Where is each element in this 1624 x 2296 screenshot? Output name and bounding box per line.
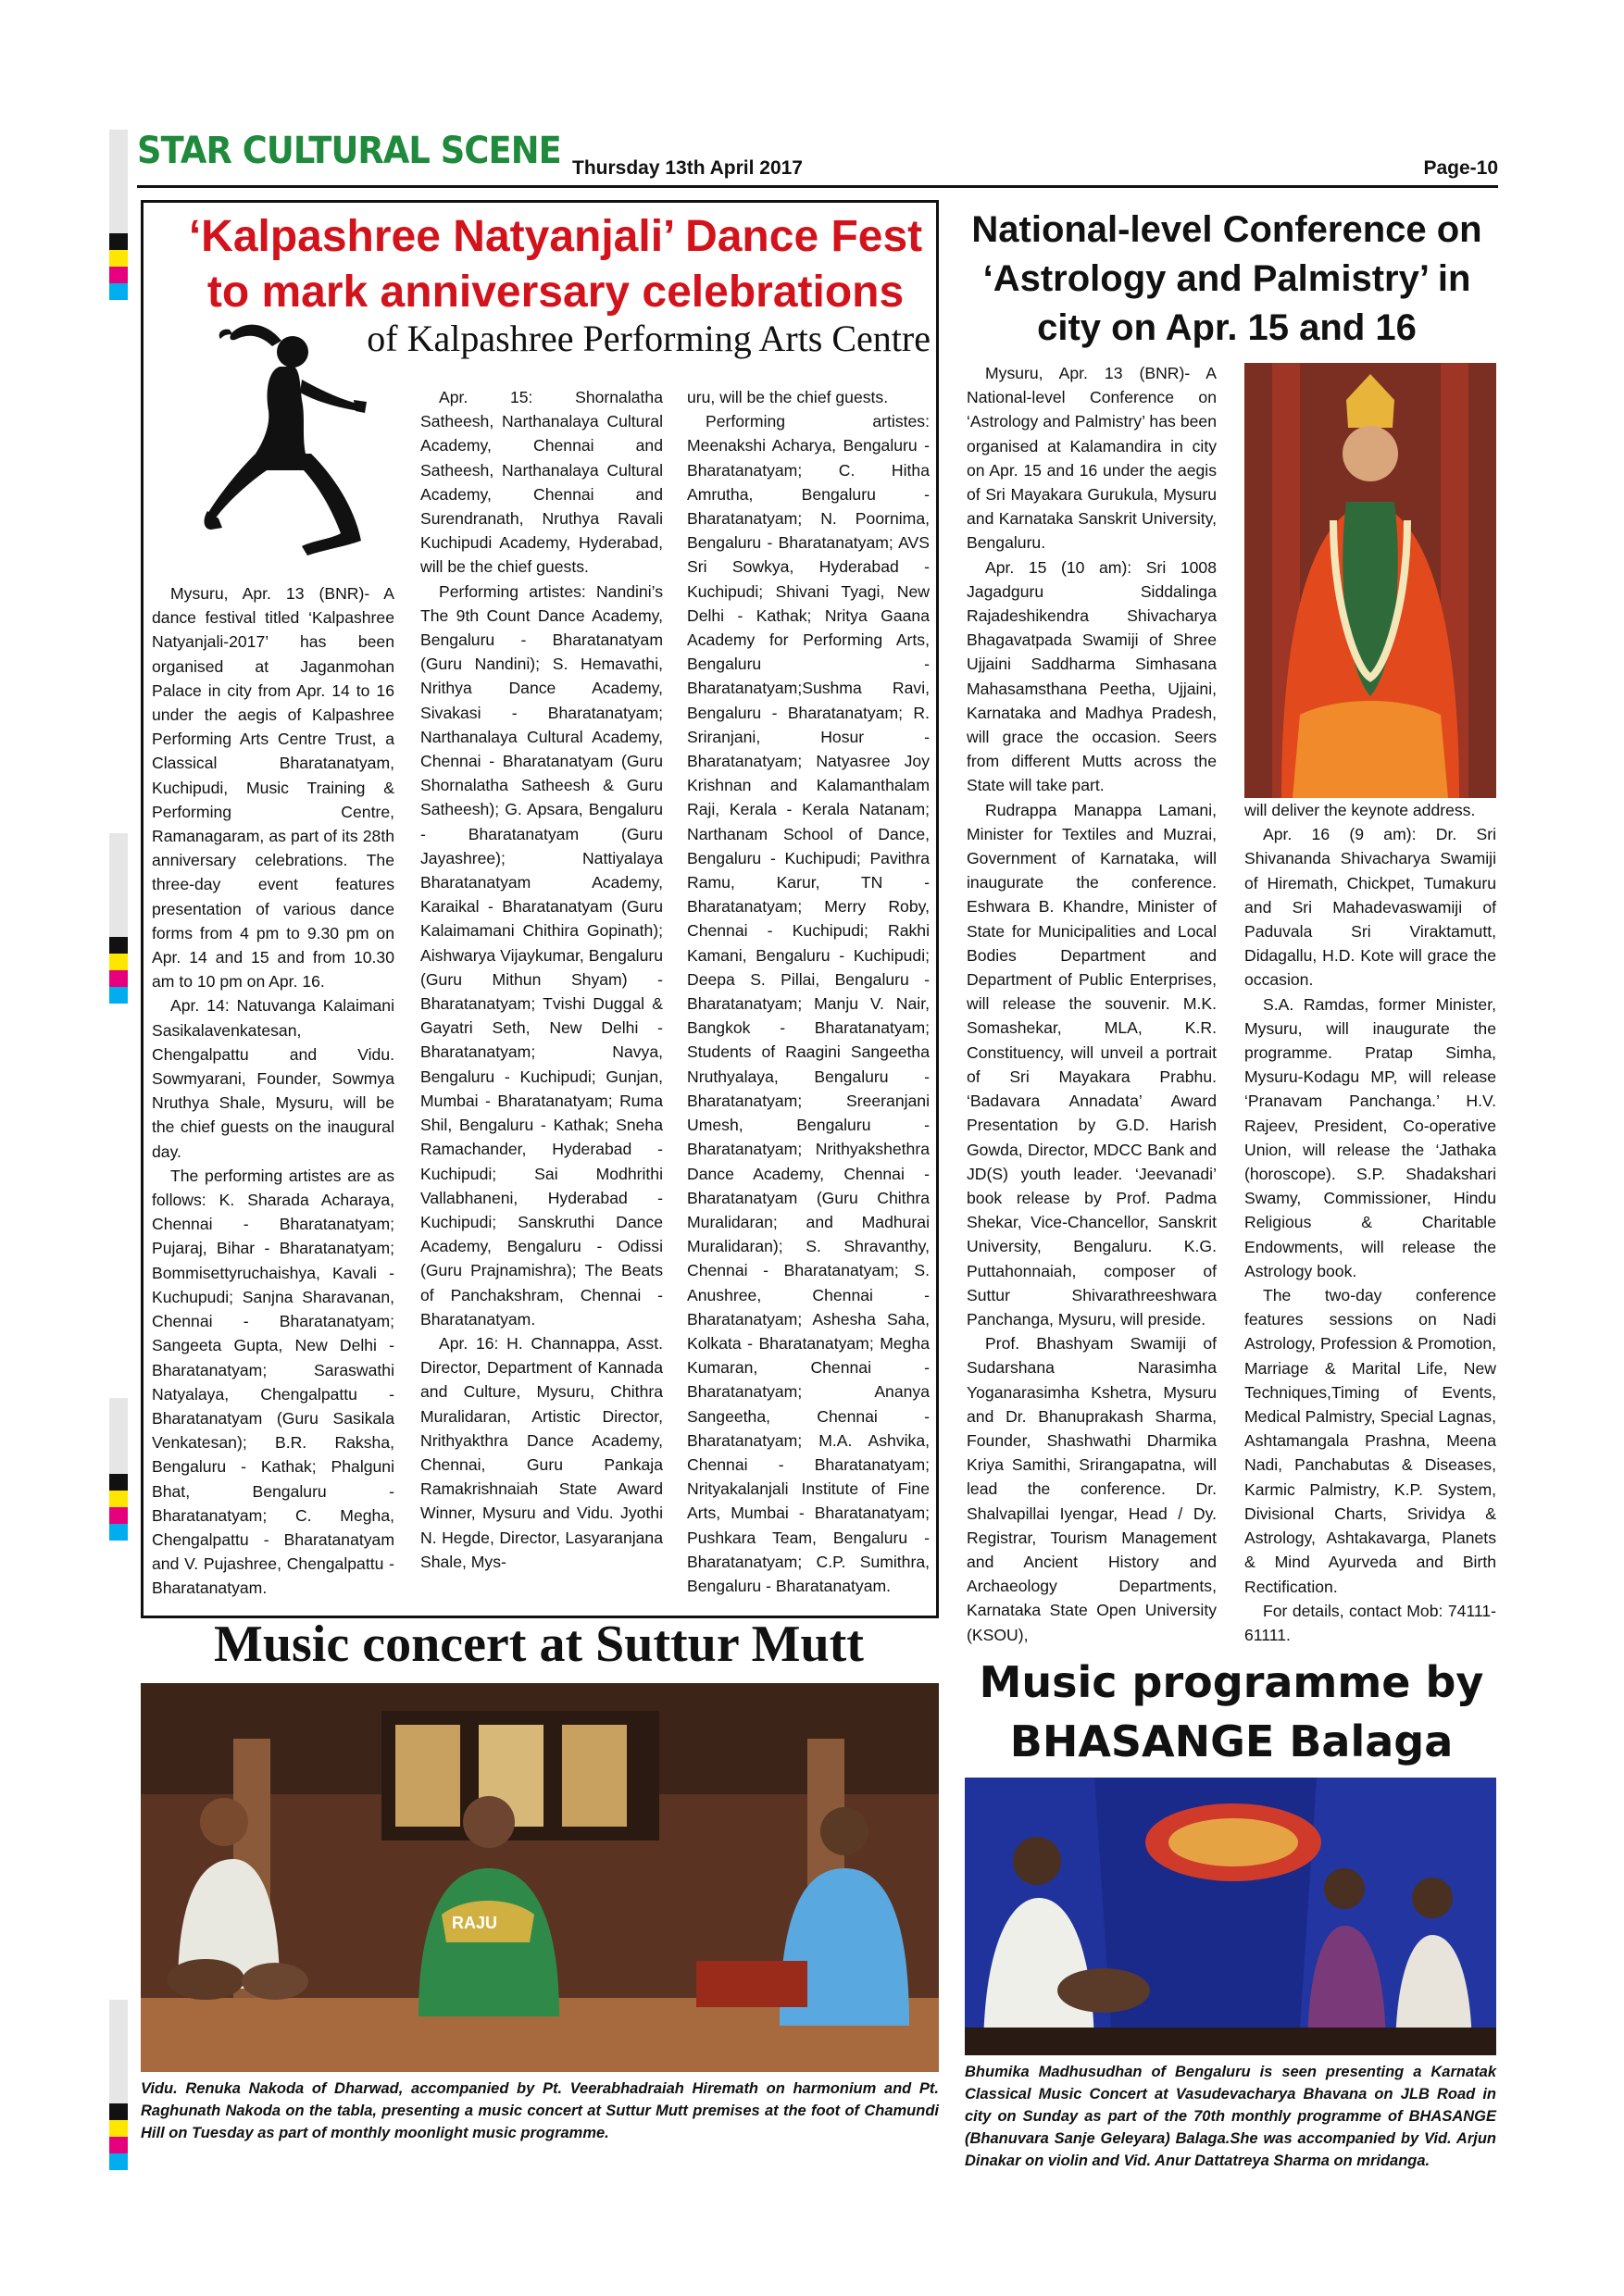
paragraph: Apr. 15: Shornalatha Satheesh, Narthanalaya Cultural Academy, Chennai and Satheesh, Narthanalaya Cultural Academy, Chennai and Surendranath, Nruthya Ravali Kuchipudi Academy, Hyderabad, will be the chief guests. — [420, 388, 663, 577]
paragraph: S.A. Ramdas, former Minister, Mysuru, will inaugurate the programme. Pratap Simha, Mysuru-Kodagu MP, will release ‘Pranavam Panchanga.’ H.V. Rajeev, President, Co-operative Union, will release the ‘Jathaka (horoscope). S.P. Shadakshari Swamy, Commissioner, Hindu Religious & Charitable Endowments, will release the Astrology book. — [1244, 994, 1496, 1280]
cmyk-marks-mid — [109, 937, 128, 1004]
paragraph: uru, will be the chief guests. — [687, 388, 889, 406]
paragraph: Performing artistes: Nandini’s The 9th Count Dance Academy, Bengaluru - Bharatanatyam (Guru Nandini); S. Hemavathi, Nrithya Dance Academy, Sivakasi - Bharatanatyam; Narthanalaya Cultural Academy, Chennai - Bharatanatyam (Guru Shornalatha Satheesh & Guru Satheesh); G. Apsara, Bengaluru - Bharatanatyam (Guru Jayashree); Nattiyalaya Bharatanatyam Academy, Karaikal - Bharatanatyam (Guru Kalaimamani Chithira Gopinath); Aishwarya Vijaykumar, Bengaluru (Guru Mithun Shyam) - Bharatanatyam; Tvishi Duggal & Gayatri Seth, New Delhi - Bharatanatyam; Navya, Bengaluru - Kuchipudi; Gunjan, Mumbai - Bharatanatyam; Ruma Shil, Bengaluru - Kathak; Sneha Ramachander, Hyderabad - Kuchipudi; Sai Modhrithi Vallabhaneni, Hyderabad - Kuchipudi; Sanskruthi Dance Academy, Bengaluru - Odissi (Guru Prajnamishra); The Beats of Panchakshram, Chennai - Bharatanatyam. — [420, 581, 663, 1329]
cmyk-marks-lower — [109, 1474, 128, 1541]
headline-astrology-conference: National-level Conference on ‘Astrology and Palmistry’ in city on Apr. 15 and 16 — [971, 209, 1482, 348]
headline-suttur-mutt-concert: Music concert at Suttur Mutt — [214, 1616, 864, 1673]
page-number: Page-10 — [1423, 157, 1498, 179]
swamiji-photo — [1244, 363, 1496, 798]
bhasange-concert-caption: Bhumika Madhusudhan of Bengaluru is seen presenting a Karnatak Classical Music Concert at Vasudevacharya Bhavana on JLB Road in city on Sunday as part of the 70th monthly programme of BHASANGE (Bhanuvara Sanje Geleyara) Balaga.She was accompanied by Vid. Arjun Dinakar on violin and Vid. Anur Dattatreya Sharma on mridanga. — [965, 2064, 1496, 2169]
bhasange-concert-photo — [965, 1778, 1496, 2055]
paragraph: For details, contact Mob: 74111-61111. — [1244, 1601, 1496, 1644]
left-gutter-strip — [109, 2000, 128, 2120]
paragraph: Performing artistes: Meenakshi Acharya, Bengaluru -Bharatanatyam; C. Hitha Amrutha, Bengaluru - Bharatanatyam; N. Poornima, Bengaluru - Bharatanatyam; AVS Sri Sowkya, Hyderabad - Kuchipudi; Shivani Tyagi, New Delhi - Kathak; Nritya Gaana Academy for Performing Arts, Bengaluru - Bharatanatyam;Sushma Ravi, Bengaluru - Bharatanatyam; R. Sriranjani, Hosur - Bharatanatyam; Natyasree Joy Krishnan and Kalamanthalam Raji, Kerala - Kerala Natanam; Narthanam School of Dance, Bengaluru - Kuchipudi; Pavithra Ramu, Karur, TN - Bharatanatyam; Merry Roby, Chennai - Kuchipudi; Rakhi Kamani, Bengaluru - Kuchipudi; Deepa S. Pillai, Bengaluru - Bharatanatyam; Manju V. Nair, Bangkok - Bharatanatyam; Students of Raagini Sangeetha Nruthyalaya, Bengaluru - Bharatanatyam; Sreeranjani Umesh, Bengaluru - Bharatanatyam; Nrithyakshethra Dance Academy, Chennai - Bharatanatyam (Guru Chithra Muralidaran; and Madhurai Muralidaran); S. Shravanthy, Chennai - Bharatanatyam; S. Anushree, Chennai - Bharatanatyam; Ashesha Saha, Kolkata - Bharatanatyam; Megha Kumaran, Chennai - Bharatanatyam; Ananya Sangeetha, Chennai - Bharatanatyam; M.A. Ashvika, Chennai - Bharatanatyam; Nrityakalanjali Institute of Fine Arts, Mumbai - Bharatanatyam; Pushkara Team, Bengaluru - Bharatanatyam; C.P. Sumithra, Bengaluru - Bharatanatyam. — [687, 412, 930, 1595]
article2-column-2 — [1244, 798, 1496, 1647]
suttur-concert-caption: Vidu. Renuka Nakoda of Dharwad, accompanied by Pt. Veerabhadraiah Hiremath on harmonium and Pt. Raghunath Nakoda on the tabla, presenting a music concert at Suttur Mutt premises at the foot of Chamundi Hill on Tuesday as part of monthly moonlight music programme. — [141, 2080, 939, 2141]
subheadline-dance-fest: of Kalpashree Performing Arts Centre — [367, 318, 931, 359]
article1-column-2 — [420, 385, 663, 1574]
headline-dance-fest: ‘Kalpashree Natyanjali’ Dance Fest to mark anniversary celebrations — [188, 212, 923, 317]
header-rule — [137, 185, 1498, 188]
paragraph: Apr. 15 (10 am): Sri 1008 Jagadguru Siddalinga Rajadeshikendra Shivacharya Bhagavatpada Swamiji of Shree Ujjaini Saddharma Simhasana Mahasamsthana Peetha, Ujjaini, Karnataka and Madhya Pradesh, will grace the occasion. Seers from different Mutts across the State will take part. — [967, 557, 1217, 795]
paragraph: The performing artistes are as follows: K. Sharada Acharaya, Chennai - Bharatanatyam; Pujaraj, Bihar - Bharatanatyam; Bommisettyruchaishya, Kavali - Kuchupudi; Sanjna Sharavanan, Chennai - Bharatanatyam; Sangeeta Gupta, New Delhi - Bharatanatyam; Saraswathi Natyalaya, Chengalpattu - Bharatanatyam (Guru Sasikala Venkatesan); B.R. Raksha, Bengaluru - Kathak; Phalguni Bhat, Bengaluru - Bharatanatyam; C. Megha, Chengalpattu - Bharatanatyam and V. Pujashree, Chengalpattu - Bharatanatyam. — [152, 1166, 394, 1598]
paragraph: will deliver the keynote address. — [1244, 801, 1476, 819]
paragraph: Apr. 14: Natuvanga Kalaimani Sasikalavenkatesan, Chengalpattu and Vidu. Sowmyarani, Founder, Sowmya Nruthya Shale, Mysuru, will be the chief guests on the inaugural day. — [152, 996, 394, 1161]
cmyk-marks-bottom — [109, 2103, 128, 2170]
dancer-silhouette-icon — [202, 315, 369, 572]
paragraph: Apr. 16: H. Channappa, Asst. Director, Department of Kannada and Culture, Mysuru, Chithra Muralidaran, Artistic Director, Nrithyakthra Dance Academy, Chennai, Guru Pankaja Ramakrishnaiah State Award Winner, Mysuru and Vidu. Jyothi N. Hegde, Director, Lasyaranjana Shale, Mys- — [420, 1333, 663, 1571]
banner-text: RAJU — [452, 1914, 498, 1932]
left-gutter-strip — [109, 833, 128, 954]
suttur-concert-photo — [141, 1683, 939, 2072]
article2-column-1 — [967, 361, 1217, 1647]
article1-column-3 — [687, 385, 930, 1598]
headline-bhasange-programme: Music programme by BHASANGE Balaga — [979, 1657, 1484, 1766]
article1-column-1 — [152, 581, 394, 1601]
issue-date: Thursday 13th April 2017 — [572, 157, 803, 179]
paragraph: The two-day conference features sessions on Nadi Astrology, Profession & Promotion, Marriage & Marital Life, New Techniques,Timing of Events, Medical Palmistry, Special Lagnas, Ashtamangala Prashna, Meena Nadi, Panchabutas & Diseases, Karmic Palmistry, K.P. System, Divisional Charts, Srividya & Astrology, Ashtakavarga, Planets & Mind Ayurveda and Birth Rectification. — [1244, 1286, 1496, 1596]
cmyk-marks-top — [109, 233, 128, 300]
paragraph: Apr. 16 (9 am): Dr. Sri Shivananda Shivacharya Swamiji of Hiremath, Chickpet, Tumakuru and Sri Mahadevaswamiji of Paduvala Sri Viraktamutt, Didagallu, H.D. Kote will grace the occasion. — [1244, 825, 1496, 990]
paragraph: Mysuru, Apr. 13 (BNR)- A dance festival titled ‘Kalpashree Natyanjali-2017’ has been organised at Jaganmohan Palace in city from Apr. 14 to 16 under the aegis of Kalpashree Performing Arts Centre Trust, a Classical Bharatanatyam, Kuchipudi, Music Training & Performing Centre, Ramanagaram, as part of its 28th anniversary celebrations. The three-day event features presentation of various dance forms from 4 pm to 9.30 pm on Apr. 14 and 15 and from 10.30 am to 10 pm on Apr. 16. — [152, 584, 394, 992]
paragraph: Rudrappa Manappa Lamani, Minister for Textiles and Muzrai, Government of Karnataka, will inaugurate the conference. Eshwara B. Khandre, Minister of State for Municipalities and Local Bodies Department and Department of Public Enterprises, will release the souvenir. M.K. Somashekar, MLA, K.R. Constituency, will unveil a portrait of Sri Mayakara Prabhu. ‘Badavara Annadata’ Award Presentation by G.D. Harish Gowda, Director, MDCC Bank and JD(S) youth leader. ‘Jeevanadi’ book release by Prof. Padma Shekar, Vice-Chancellor, Sanskrit University, Bengaluru. K.G. Puttahonnaiah, composer of Suttur Shivarathreeshwara Panchanga, Mysuru, will preside. — [967, 800, 1217, 1329]
paragraph: Mysuru, Apr. 13 (BNR)- A National-level Conference on ‘Astrology and Palmistry’ has been organised at Kalamandira in city on Apr. 15 and 16 under the aegis of Sri Mayakara Gurukula, Mysuru and Karnataka Sanskrit University, Bengaluru. — [967, 364, 1217, 553]
masthead: STAR CULTURAL SCENE — [137, 130, 561, 172]
paragraph: Prof. Bhashyam Swamiji of Sudarshana Narasimha Yoganarasimha Kshetra, Mysuru and Dr. Bhanuprakash Sharma, Founder, Shashwathi Dharmika Kriya Samithi, Srirangapatna, will lead the conference. Dr. Shalvapillai Iyengar, Head / Dy. Registrar, Tourism Management and Ancient History and Archaeology Departments, Karnataka State Open University (KSOU), — [967, 1334, 1217, 1644]
